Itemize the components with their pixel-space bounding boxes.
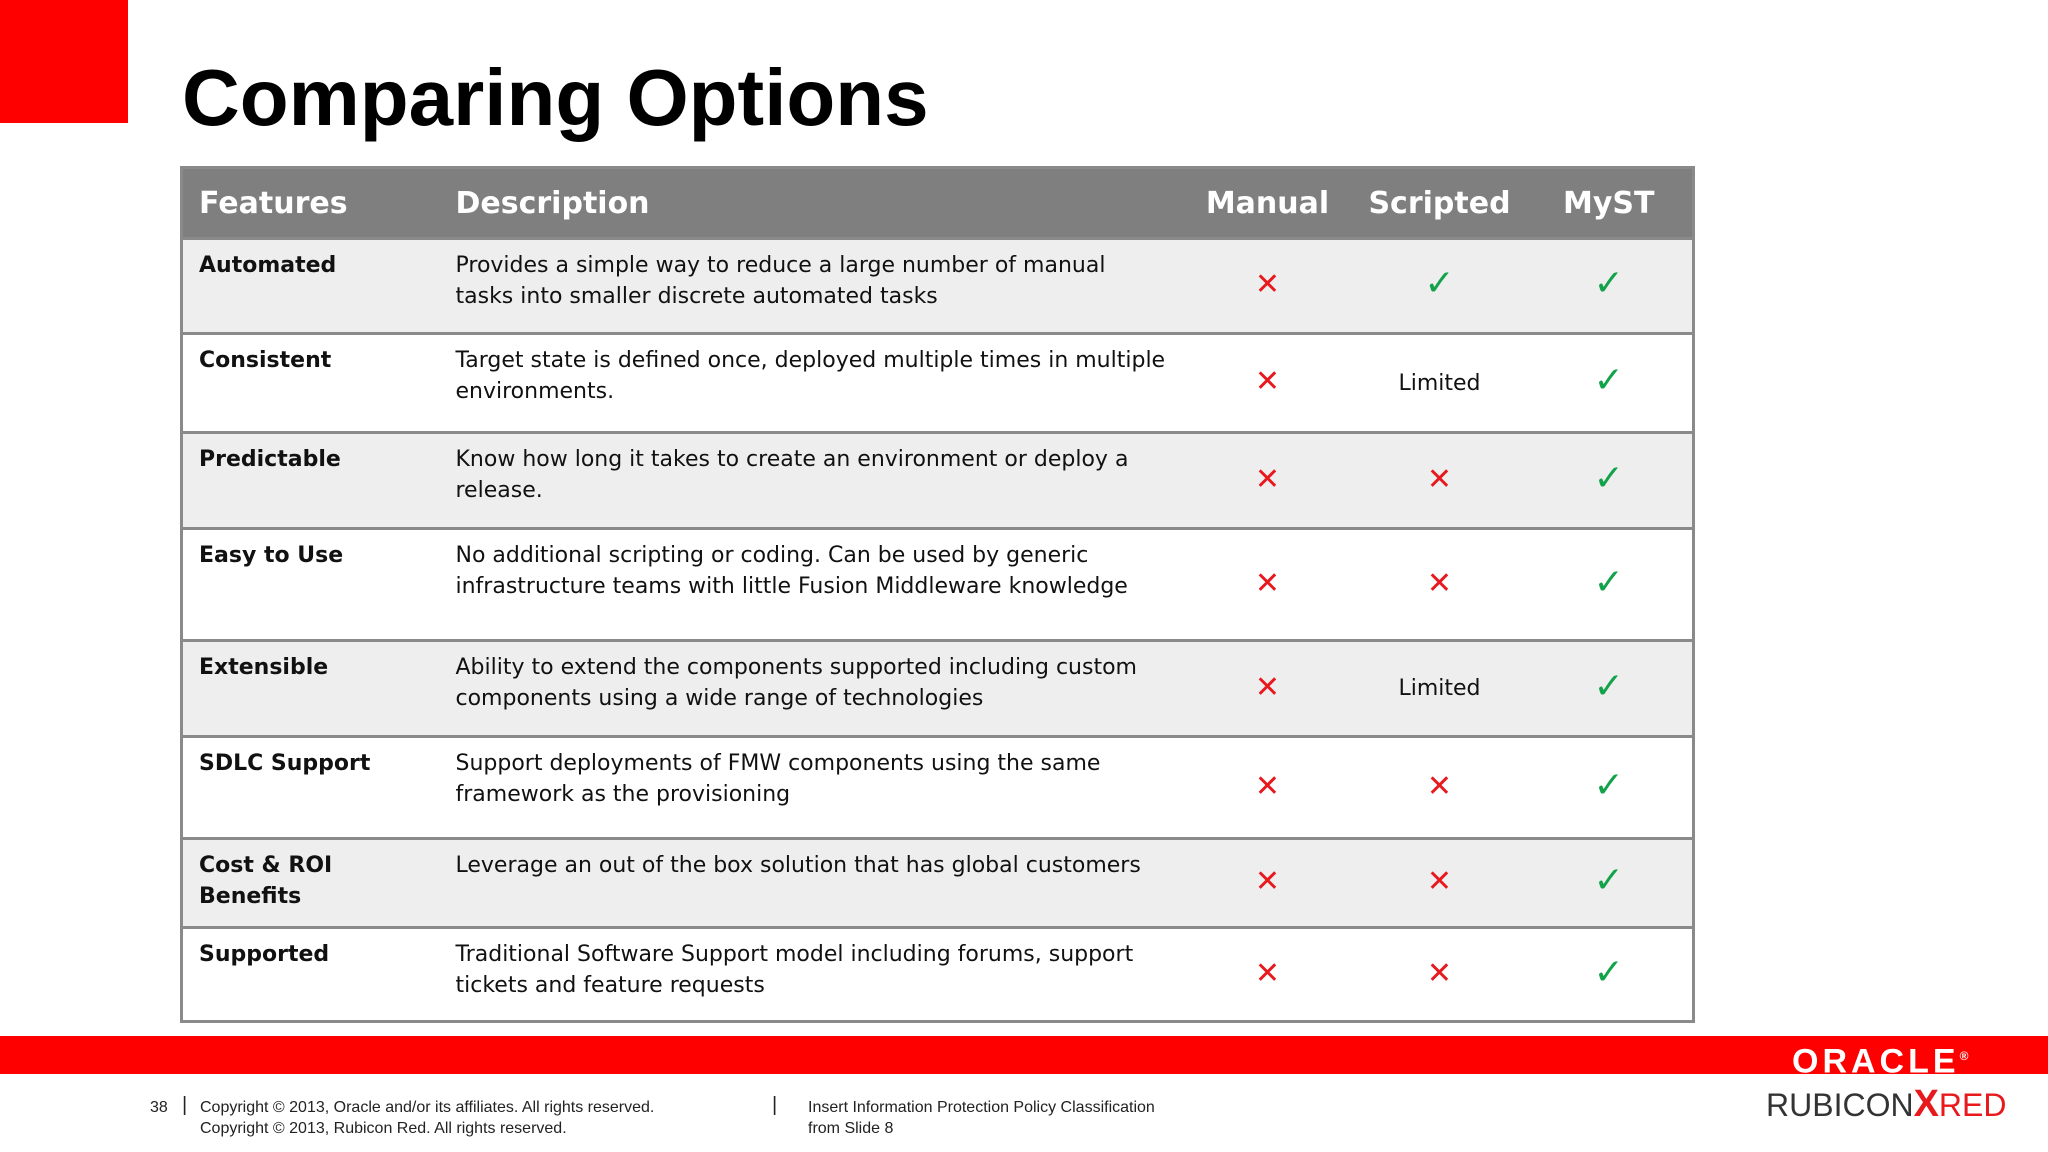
check-icon: ✓ xyxy=(1593,951,1624,993)
feature-name: Supported xyxy=(182,928,440,1022)
oracle-logo xyxy=(1792,1038,1968,1079)
cross-icon: ✕ xyxy=(1426,955,1453,991)
copyright-rubicon: Copyright © 2013, Rubicon Red. All rights reserved. xyxy=(200,1120,567,1137)
check-icon: ✓ xyxy=(1593,457,1624,499)
cross-icon: ✕ xyxy=(1426,565,1453,601)
header-manual: Manual xyxy=(1182,168,1354,239)
page-number: 38 xyxy=(150,1099,168,1116)
cross-icon: ✕ xyxy=(1426,461,1453,497)
limited-text: Limited xyxy=(1398,370,1481,396)
cross-icon: ✕ xyxy=(1254,669,1281,705)
corner-accent xyxy=(0,0,128,123)
check-icon: ✓ xyxy=(1593,665,1624,707)
page-title: Comparing Options xyxy=(182,53,929,142)
policy-classification xyxy=(808,1097,1155,1139)
table-row xyxy=(182,737,1694,839)
feature-name: Easy to Use xyxy=(182,529,440,641)
policy-line-1: Insert Information Protection Policy Classification xyxy=(808,1099,1155,1116)
feature-description: Target state is defined once, deployed multiple times in multiple environments. xyxy=(440,334,1182,433)
table-row xyxy=(182,928,1694,1022)
feature-description: Support deployments of FMW components using the same framework as the provisioning xyxy=(440,737,1182,839)
comparison-table xyxy=(180,166,1695,1023)
table-row xyxy=(182,641,1694,737)
feature-description: Ability to extend the components supported including custom components using a wide range of technologies xyxy=(440,641,1182,737)
cross-icon: ✕ xyxy=(1426,768,1453,804)
feature-description: No additional scripting or coding. Can be used by generic infrastructure teams with little Fusion Middleware knowledge xyxy=(440,529,1182,641)
cross-icon: ✕ xyxy=(1254,364,1281,399)
cross-icon: ✕ xyxy=(1254,267,1281,302)
registered-mark: ® xyxy=(1959,1049,1969,1063)
header-scripted: Scripted xyxy=(1354,168,1526,239)
oracle-logo-text: ORACLE xyxy=(1792,1042,1960,1081)
cross-icon: ✕ xyxy=(1254,864,1281,899)
table-row xyxy=(182,433,1694,529)
table-row xyxy=(182,839,1694,928)
rubicon-red-logo xyxy=(1766,1084,2006,1125)
rubicon-logo-red: RED xyxy=(1938,1087,2007,1123)
header-myst: MyST xyxy=(1526,168,1694,239)
check-icon: ✓ xyxy=(1593,764,1624,806)
policy-line-2: from Slide 8 xyxy=(808,1120,894,1137)
check-icon: ✓ xyxy=(1424,263,1455,304)
footer-separator: | xyxy=(182,1094,188,1116)
feature-name: Automated xyxy=(182,239,440,334)
table-row xyxy=(182,334,1694,433)
cross-icon: ✕ xyxy=(1254,955,1281,991)
check-icon: ✓ xyxy=(1593,561,1624,603)
feature-description: Traditional Software Support model including forums, support tickets and feature requests xyxy=(440,928,1182,1022)
footer-separator: | xyxy=(772,1094,778,1116)
table-row xyxy=(182,529,1694,641)
feature-name: SDLC Support xyxy=(182,737,440,839)
copyright-block xyxy=(200,1097,654,1139)
cross-icon: ✕ xyxy=(1426,864,1453,899)
table-row xyxy=(182,239,1694,334)
table-header-row xyxy=(182,168,1694,239)
check-icon: ✓ xyxy=(1593,360,1624,401)
feature-name: Consistent xyxy=(182,334,440,433)
feature-description: Provides a simple way to reduce a large number of manual tasks into smaller discrete automated tasks xyxy=(440,239,1182,334)
check-icon: ✓ xyxy=(1593,860,1624,901)
footer-bar xyxy=(0,1036,2048,1074)
copyright-oracle: Copyright © 2013, Oracle and/or its affiliates. All rights reserved. xyxy=(200,1099,655,1116)
feature-name: Extensible xyxy=(182,641,440,737)
rubicon-logo-x: X xyxy=(1913,1083,1939,1125)
feature-name: Predictable xyxy=(182,433,440,529)
check-icon: ✓ xyxy=(1593,263,1624,304)
cross-icon: ✕ xyxy=(1254,565,1281,601)
feature-description: Know how long it takes to create an environment or deploy a release. xyxy=(440,433,1182,529)
cross-icon: ✕ xyxy=(1254,768,1281,804)
limited-text: Limited xyxy=(1398,676,1481,701)
feature-name: Cost & ROI Benefits xyxy=(182,839,440,928)
rubicon-logo-text: RUBICON xyxy=(1766,1087,1914,1123)
header-features: Features xyxy=(182,168,440,239)
header-description: Description xyxy=(440,168,1182,239)
cross-icon: ✕ xyxy=(1254,461,1281,497)
feature-description: Leverage an out of the box solution that has global customers xyxy=(440,839,1182,928)
